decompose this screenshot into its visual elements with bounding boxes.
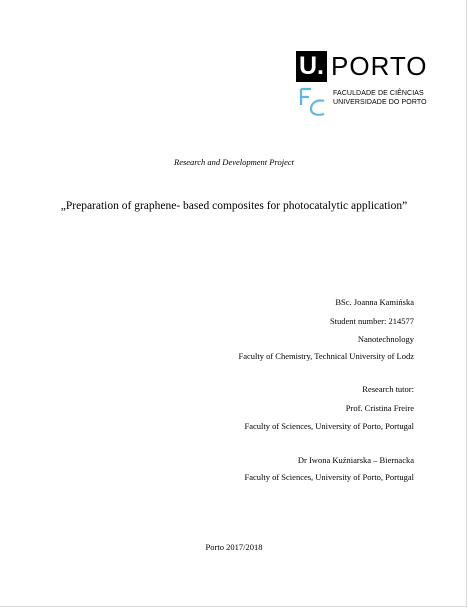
student-number: Student number: 214577 (329, 316, 414, 326)
university-logo (296, 50, 432, 118)
faculty-name (333, 89, 427, 107)
project-type: Research and Development Project (174, 157, 294, 167)
faculty-emblem-icon (299, 87, 327, 117)
author-name: BSc. Joanna Kamińska (335, 297, 414, 307)
faculty-line-2: UNIVERSIDADE DO PORTO (333, 99, 427, 106)
tutor-name: Prof. Cristina Freire (345, 403, 414, 413)
co-tutor-name: Dr Iwona Kuźniarska – Biernacka (297, 455, 414, 465)
author-faculty: Faculty of Chemistry, Technical University of Lodz (238, 351, 414, 361)
document-title: „Preparation of graphene- based composites for photocatalytic application” (60, 200, 408, 212)
field-of-study: Nanotechnology (357, 334, 414, 344)
logo-name: PORTO (331, 51, 428, 81)
tutor-affiliation: Faculty of Sciences, University of Porto, Portugal (244, 421, 414, 431)
logo-initial: U. (296, 51, 327, 82)
tutor-heading: Research tutor: (362, 384, 414, 394)
logo-wordmark (296, 50, 428, 82)
faculty-line-1: FACULDADE DE CIÊNCIAS (333, 90, 424, 97)
co-tutor-affiliation: Faculty of Sciences, University of Porto, Portugal (244, 472, 414, 482)
place-and-year: Porto 2017/2018 (205, 542, 263, 552)
